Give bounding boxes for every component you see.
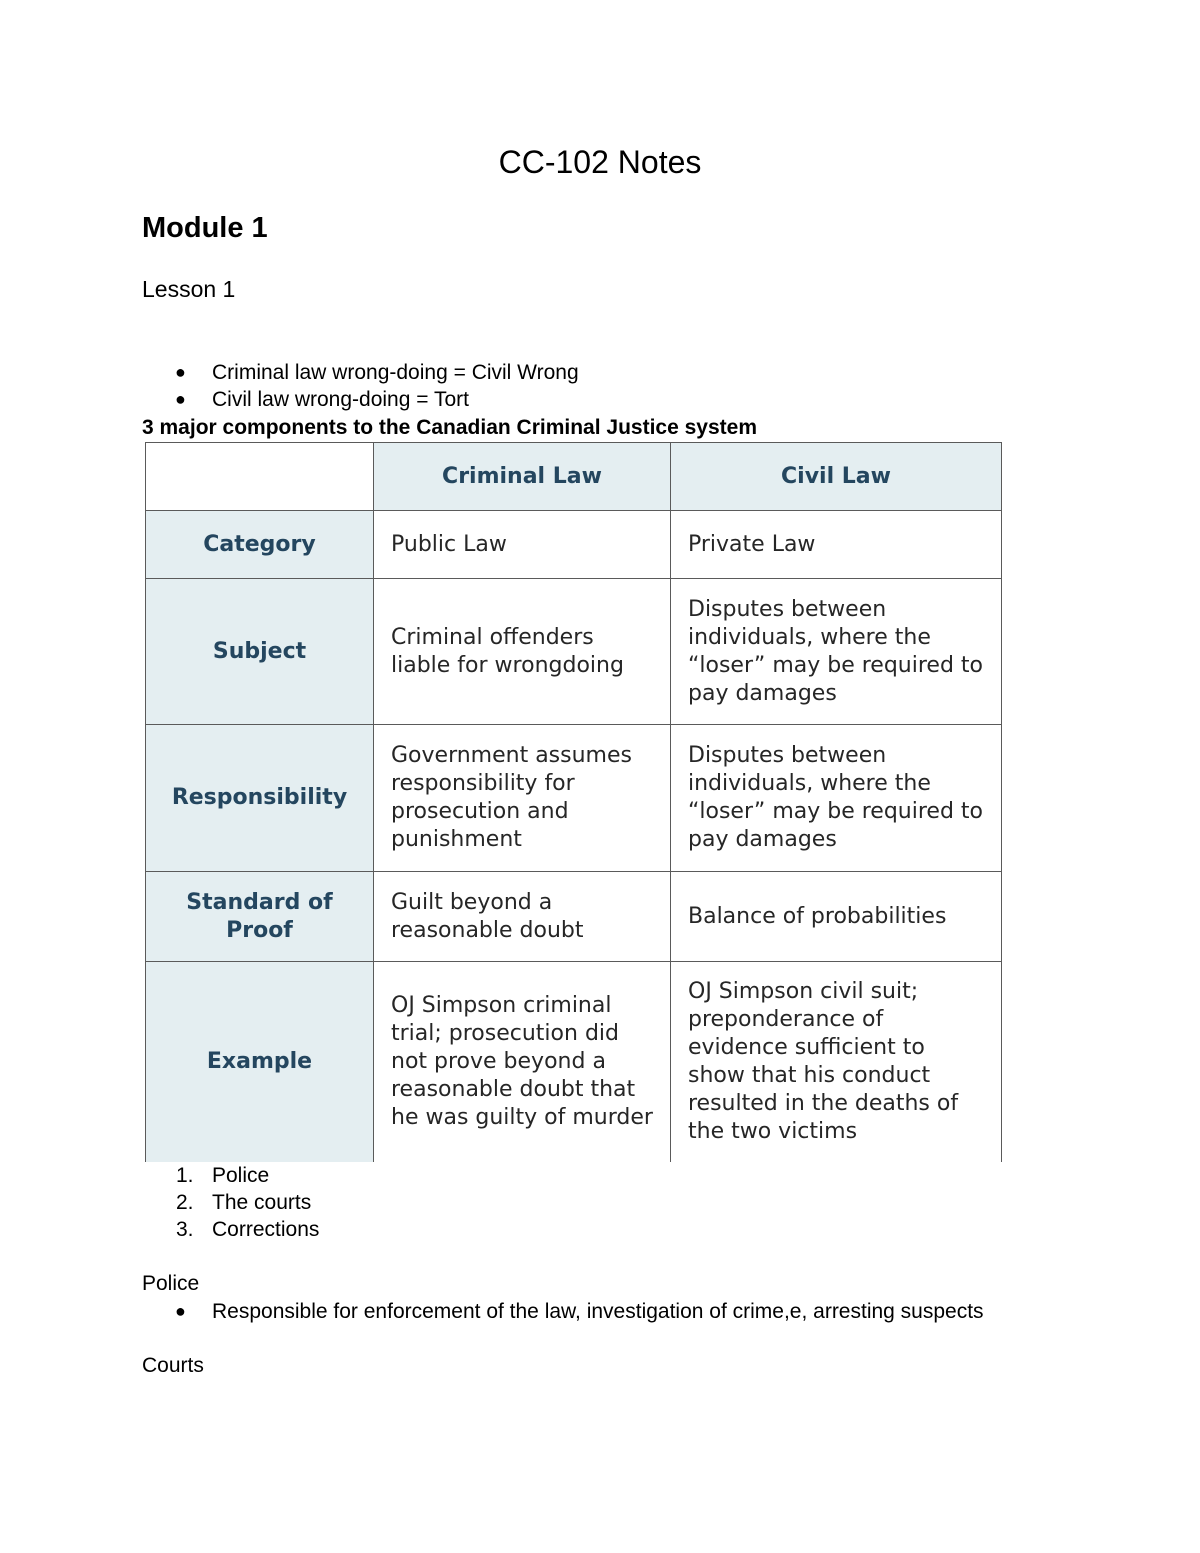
header-civil-law: Civil Law xyxy=(671,443,1002,511)
intro-bullet-list xyxy=(142,359,579,413)
table-caption: 3 major components to the Canadian Criminal Justice system xyxy=(142,416,757,439)
list-item xyxy=(142,359,579,386)
list-number: 2. xyxy=(176,1191,194,1214)
list-number: 1. xyxy=(176,1164,194,1187)
table-row xyxy=(146,511,1002,579)
module-heading: Module 1 xyxy=(142,212,268,244)
table-row xyxy=(146,579,1002,725)
cell-criminal: Government assumes responsibility for prosecution and punishment xyxy=(374,725,671,872)
table-row xyxy=(146,872,1002,962)
components-list xyxy=(142,1162,319,1243)
page-title: CC-102 Notes xyxy=(498,144,702,180)
table-row xyxy=(146,962,1002,1162)
cell-criminal: Criminal offenders liable for wrongdoing xyxy=(374,579,671,725)
lesson-heading: Lesson 1 xyxy=(142,276,236,302)
cell-civil: Disputes between individuals, where the “loser” may be required to pay damages xyxy=(671,579,1002,725)
police-heading: Police xyxy=(142,1272,200,1295)
cell-civil: Balance of probabilities xyxy=(671,872,1002,962)
cell-criminal: Public Law xyxy=(374,511,671,579)
list-number: 3. xyxy=(176,1218,194,1241)
row-label-subject: Subject xyxy=(146,579,374,725)
row-label-example: Example xyxy=(146,962,374,1162)
row-label-category: Category xyxy=(146,511,374,579)
list-item-text: Police xyxy=(212,1164,270,1187)
list-item xyxy=(142,386,579,413)
row-label-responsibility: Responsibility xyxy=(146,725,374,872)
bullet-icon: ● xyxy=(175,362,186,382)
bullet-icon: ● xyxy=(175,389,186,409)
list-item-text: Civil law wrong-doing = Tort xyxy=(212,388,469,411)
police-bullet-list xyxy=(142,1298,1022,1325)
bullet-icon: ● xyxy=(175,1301,186,1321)
list-item xyxy=(142,1162,319,1189)
cell-civil: OJ Simpson civil suit; preponderance of evidence sufficient to show that his conduct resulted in the deaths of the two victims xyxy=(671,962,1002,1162)
list-item xyxy=(142,1298,1022,1325)
list-item-text: Criminal law wrong-doing = Civil Wrong xyxy=(212,361,579,384)
list-item xyxy=(142,1216,319,1243)
list-item-text: The courts xyxy=(212,1191,312,1214)
law-comparison-table xyxy=(145,442,1002,1162)
list-item-text: Corrections xyxy=(212,1218,320,1241)
cell-civil: Private Law xyxy=(671,511,1002,579)
list-item xyxy=(142,1189,319,1216)
table-header-row xyxy=(146,443,1002,511)
header-empty-cell xyxy=(146,443,374,511)
table-row xyxy=(146,725,1002,872)
list-item-text: Responsible for enforcement of the law, investigation of crime,e, arresting suspects xyxy=(212,1300,984,1323)
courts-heading: Courts xyxy=(142,1354,204,1377)
cell-civil: Disputes between individuals, where the “loser” may be required to pay damages xyxy=(671,725,1002,872)
cell-criminal: OJ Simpson criminal trial; prosecution did not prove beyond a reasonable doubt that he was guilty of murder xyxy=(374,962,671,1162)
header-criminal-law: Criminal Law xyxy=(374,443,671,511)
row-label-standard-of-proof: Standard of Proof xyxy=(146,872,374,962)
cell-criminal: Guilt beyond a reasonable doubt xyxy=(374,872,671,962)
